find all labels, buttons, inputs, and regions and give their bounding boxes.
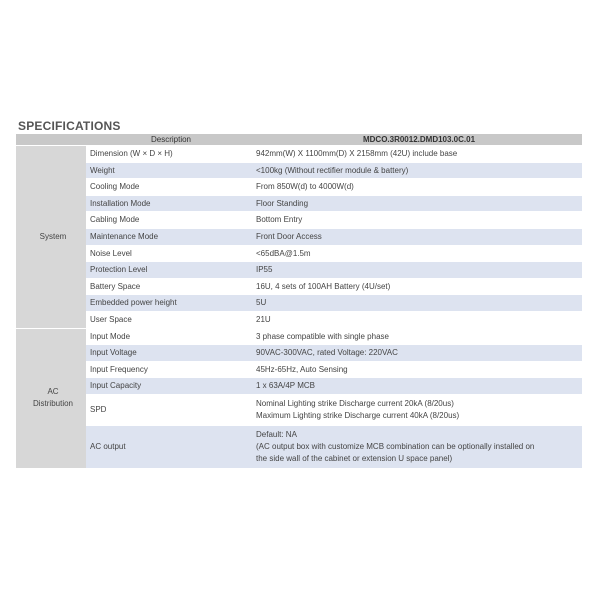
group-ac-label-line1: AC [47, 387, 59, 397]
group-ac-distribution [16, 328, 86, 468]
table-row [16, 361, 582, 378]
table-row [16, 146, 582, 163]
spec-value: Floor Standing [252, 195, 582, 212]
spec-value: Bottom Entry [252, 212, 582, 229]
spec-value: <100kg (Without rectifier module & battery) [252, 162, 582, 179]
spd-line2: Maximum Lighting strike Discharge current 40kA (8/20us) [256, 410, 460, 420]
spec-label: Input Voltage [86, 345, 252, 362]
spec-value: 21U [252, 311, 582, 328]
table-row [16, 262, 582, 279]
spec-value: From 850W(d) to 4000W(d) [252, 179, 582, 196]
table-row [16, 311, 582, 328]
section-title: SPECIFICATIONS [18, 119, 121, 133]
spec-label: Input Capacity [86, 378, 252, 395]
table-row [16, 425, 582, 468]
spec-value: 90VAC-300VAC, rated Voltage: 220VAC [252, 345, 582, 362]
group-ac-label-line2: Distribution [32, 399, 73, 409]
table-row [16, 212, 582, 229]
spec-label: Installation Mode [86, 195, 252, 212]
spec-value: 45Hz-65Hz, Auto Sensing [252, 361, 582, 378]
table-row [16, 228, 582, 245]
table-row [16, 179, 582, 196]
group-system-label: System [39, 232, 67, 242]
spec-value: 942mm(W) X 1100mm(D) X 2158mm (42U) include base [252, 146, 582, 163]
spec-label: Noise Level [86, 245, 252, 262]
table-row [16, 295, 582, 312]
spec-label: SPD [86, 394, 252, 425]
header-model: MDCO.3R0012.DMD103.0C.01 [252, 134, 582, 146]
table-row [16, 394, 582, 425]
spec-value: Front Door Access [252, 228, 582, 245]
spec-value: 3 phase compatible with single phase [252, 328, 582, 345]
spec-label: Dimension (W × D × H) [86, 146, 252, 163]
table-row [16, 345, 582, 362]
header-blank [16, 134, 86, 146]
table-row [16, 245, 582, 262]
ac-output-line3: the side wall of the cabinet or extension U space panel) [256, 453, 453, 463]
spec-value: <65dBA@1.5m [252, 245, 582, 262]
specifications-sheet [16, 118, 582, 469]
spec-label: Input Mode [86, 328, 252, 345]
table-row [16, 162, 582, 179]
group-system [16, 146, 86, 329]
spec-label: Embedded power height [86, 295, 252, 312]
specifications-table [16, 134, 582, 469]
table-row [16, 378, 582, 395]
spd-line1: Nominal Lighting strike Discharge current 20kA (8/20us) [256, 398, 454, 408]
header-description: Description [86, 134, 252, 146]
spec-value: 1 x 63A/4P MCB [252, 378, 582, 395]
spec-value: 16U, 4 sets of 100AH Battery (4U/set) [252, 278, 582, 295]
spec-value-ac-output [252, 425, 582, 468]
spec-label: AC output [86, 425, 252, 468]
spec-label: Cooling Mode [86, 179, 252, 196]
ac-output-line2: (AC output box with customize MCB combination can be optionally installed on [256, 441, 535, 451]
spec-label: Cabling Mode [86, 212, 252, 229]
table-row [16, 278, 582, 295]
spec-label: Protection Level [86, 262, 252, 279]
spec-label: Battery Space [86, 278, 252, 295]
spec-label: User Space [86, 311, 252, 328]
spec-value-spd [252, 394, 582, 425]
spec-label: Weight [86, 162, 252, 179]
spec-value: IP55 [252, 262, 582, 279]
spec-label: Input Frequency [86, 361, 252, 378]
spec-value: 5U [252, 295, 582, 312]
spec-label: Maintenance Mode [86, 228, 252, 245]
table-row [16, 328, 582, 345]
table-header-row [16, 134, 582, 146]
ac-output-line1: Default: NA [256, 429, 297, 439]
table-row [16, 195, 582, 212]
